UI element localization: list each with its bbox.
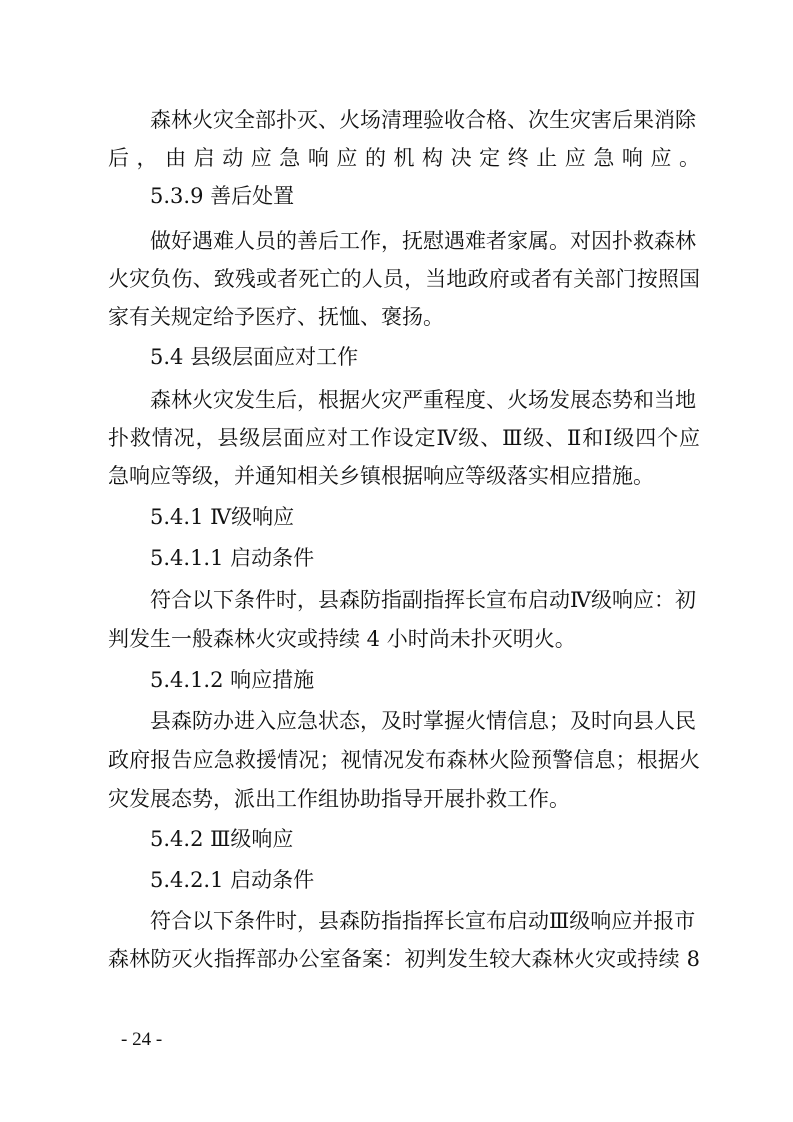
body-text-line: 符合以下条件时，县森防指指挥长宣布启动Ⅲ级响应并报市 [150,909,696,933]
body-text-line: 做好遇难人员的善后工作，抚慰遇难者家属。对因扑救森林 [150,229,696,253]
section-heading: 5.4.1.1 启动条件 [150,546,315,570]
body-text-line: 符合以下条件时，县森防指副指挥长宣布启动Ⅳ级响应：初 [150,588,696,612]
body-text-line: 后，由启动应急响应的机构决定终止应急响应。 [108,146,700,170]
section-heading: 5.3.9 善后处置 [150,184,295,208]
body-text-line: 家有关规定给予医疗、抚恤、褒扬。 [108,305,444,329]
body-text-line: 森林防灭火指挥部办公室备案：初判发生较大森林火灾或持续 8 [108,947,700,971]
body-text-line: 森林火灾发生后，根据火灾严重程度、火场发展态势和当地 [150,388,696,412]
section-heading: 5.4.2 Ⅲ级响应 [150,827,294,851]
body-text-line: 灾发展态势，派出工作组协助指导开展扑救工作。 [108,787,570,811]
body-text-line: 政府报告应急救援情况；视情况发布森林火险预警信息；根据火 [108,748,700,772]
body-text-line: 急响应等级，并通知相关乡镇根据响应等级落实相应措施。 [108,464,654,488]
body-text-line: 县森防办进入应急状态，及时掌握火情信息；及时向县人民 [150,709,696,733]
body-text-line: 森林火灾全部扑灭、火场清理验收合格、次生灾害后果消除 [150,108,696,132]
section-heading: 5.4 县级层面应对工作 [150,345,359,369]
page-number: - 24 - [121,1029,163,1050]
section-heading: 5.4.2.1 启动条件 [150,868,315,892]
body-text-line: 扑救情况，县级层面应对工作设定Ⅳ级、Ⅲ级、Ⅱ和Ⅰ级四个应 [108,426,700,450]
body-text-line: 火灾负伤、致残或者死亡的人员，当地政府或者有关部门按照国 [108,267,700,291]
body-text-line: 判发生一般森林火灾或持续 4 小时尚未扑灭明火。 [108,627,576,651]
section-heading: 5.4.1.2 响应措施 [150,668,315,692]
section-heading: 5.4.1 Ⅳ级响应 [150,505,295,529]
